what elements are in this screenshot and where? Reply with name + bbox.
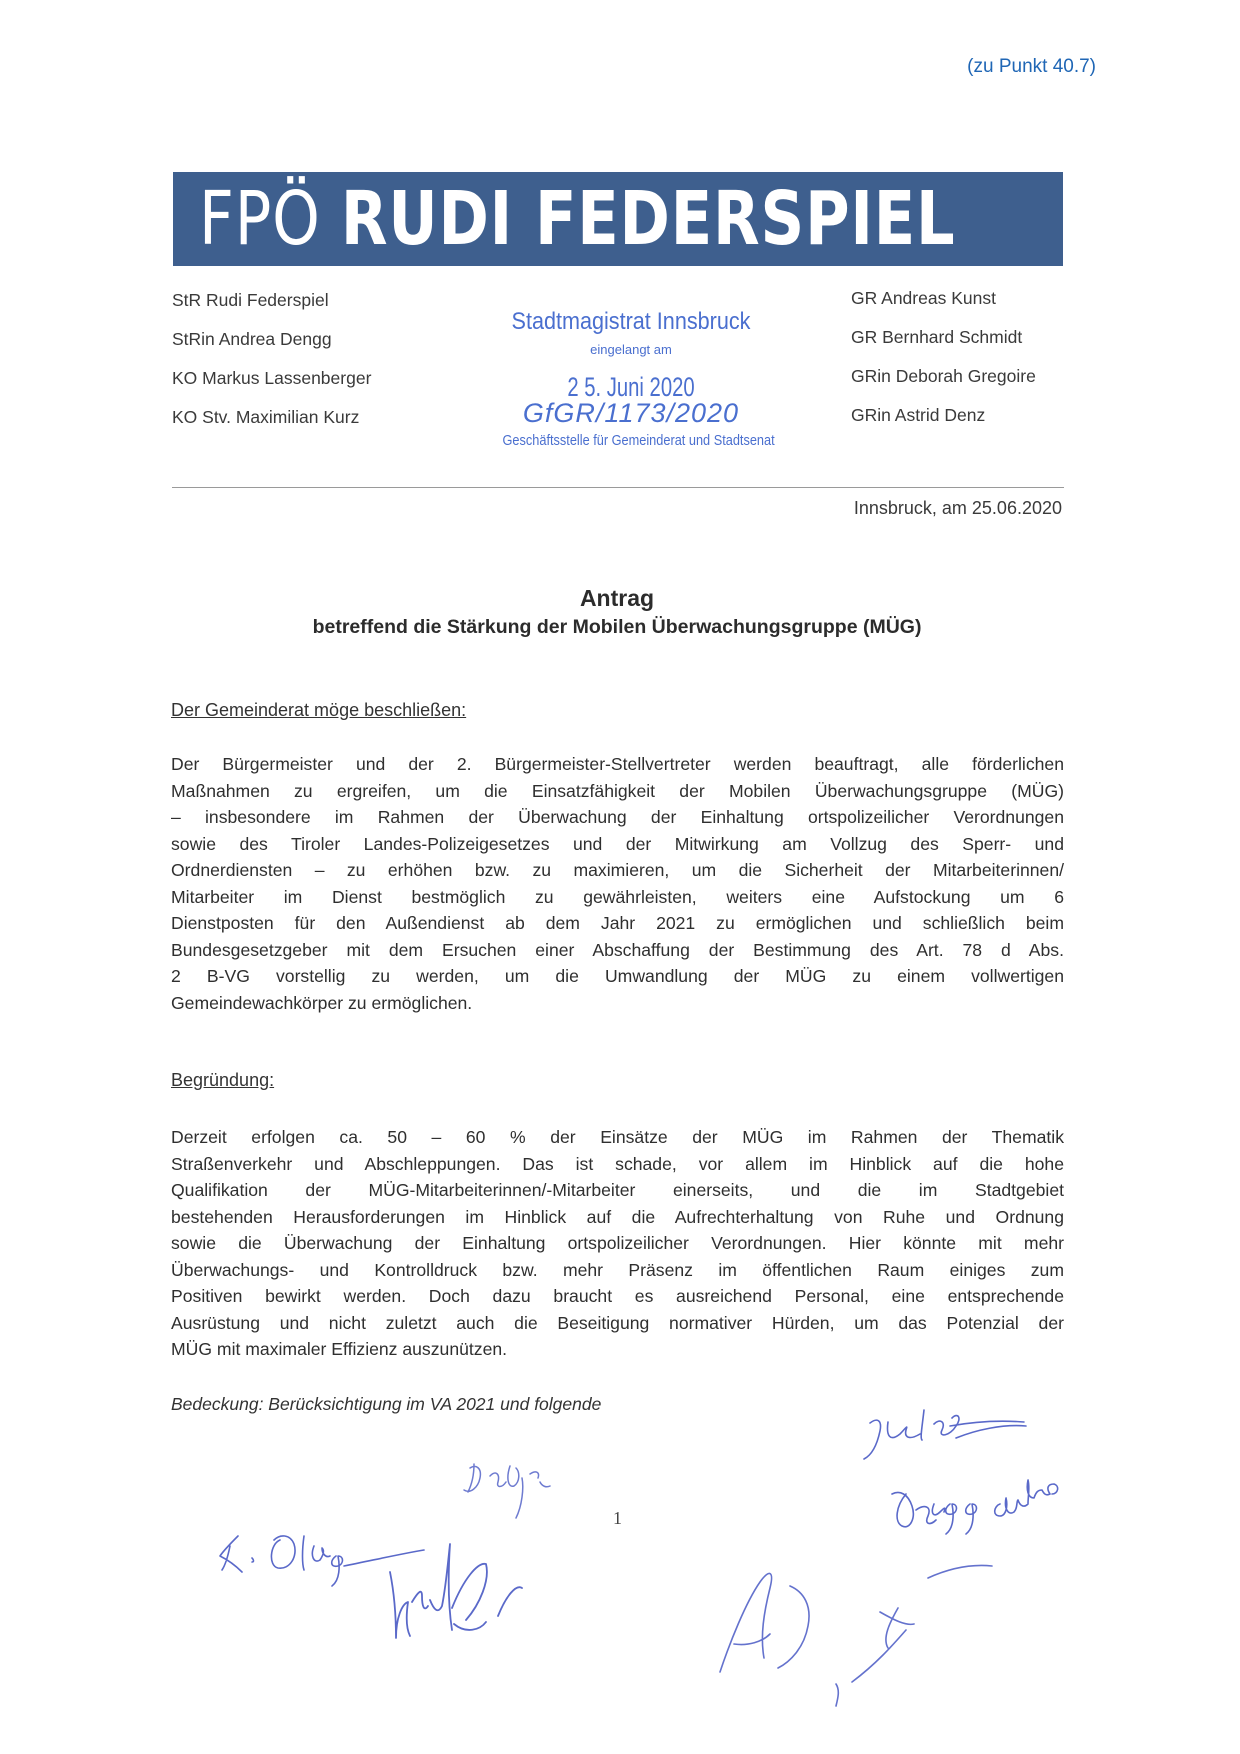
paragraph-line: Dienstposten für den Außendienst ab dem Jahr 2021 zu ermöglichen und schließlich beim xyxy=(171,913,1064,933)
coverage-note: Bedeckung: Berücksichtigung im VA 2021 und folgende xyxy=(171,1394,602,1414)
signature-stroke xyxy=(464,1464,550,1518)
member-entry: StR Rudi Federspiel xyxy=(172,290,329,310)
signature-stroke xyxy=(892,1480,1058,1534)
paragraph-line: bestehenden Herausforderungen im Hinblick auf die Aufrechterhaltung von Ruhe und Ordnung xyxy=(171,1206,1064,1227)
politician-name: RUDI FEDERSPIEL xyxy=(340,176,956,262)
paragraph-line: 2 B-VG vorstellig zu werden, um die Umwandlung der MÜG zu einem vollwertigen xyxy=(171,966,1064,986)
paragraph-line: sowie die Überwachung der Einhaltung ortspolizeilicher Verordnungen. Hier könnte mit mehr xyxy=(171,1233,1064,1253)
receipt-stamp xyxy=(486,308,786,458)
stamp-reference: GfGR/1173/2020 xyxy=(522,398,740,428)
paragraph-line: Derzeit erfolgen ca. 50 – 60 % der Einsätze der MÜG im Rahmen der Thematik xyxy=(171,1127,1064,1147)
signatures xyxy=(0,1380,1240,1754)
stamp-date: 2 5. Juni 2020 xyxy=(567,372,695,402)
signature-stroke xyxy=(390,1544,522,1638)
paragraph-line: Ordnerdiensten – zu erhöhen bzw. zu maximieren, um die Sicherheit der Mitarbeiterinnen/ xyxy=(171,860,1064,880)
signature-stroke xyxy=(220,1536,424,1586)
paragraph-line: sowie des Tiroler Landes-Polizeigesetzes und der Mitwirkung am Vollzug des Sperr- und xyxy=(171,833,1064,854)
stamp-received-label: eingelangt am xyxy=(590,342,672,357)
reason-heading: Begründung: xyxy=(171,1070,275,1090)
member-entry: GR Andreas Kunst xyxy=(851,288,996,308)
stamp-office: Stadtmagistrat Innsbruck xyxy=(511,308,751,335)
stamp-department: Geschäftsstelle für Gemeinderat und Stadtsenat xyxy=(502,432,775,449)
member-entry: GRin Deborah Gregoire xyxy=(851,366,1036,386)
paragraph-line: Gemeindewachkörper zu ermöglichen. xyxy=(171,992,473,1013)
letterhead-banner xyxy=(173,172,1063,266)
document-subtitle: betreffend die Stärkung der Mobilen Überwachungsgruppe (MÜG) xyxy=(312,616,922,638)
paragraph-line: Positiven bewirkt werden. Doch dazu braucht es ausreichend Personal, eine entsprechende xyxy=(171,1286,1064,1306)
motion-heading: Der Gemeinderat möge beschließen: xyxy=(171,700,467,720)
reason-paragraph xyxy=(171,1124,1064,1363)
place-date: Innsbruck, am 25.06.2020 xyxy=(853,498,1062,518)
paragraph-line: Mitarbeiter im Dienst bestmöglich zu gewährleisten, weiters eine Aufstockung um 6 xyxy=(171,886,1064,907)
member-entry: GRin Astrid Denz xyxy=(851,405,986,425)
member-entry: GR Bernhard Schmidt xyxy=(851,327,1023,347)
page-number: 1 xyxy=(613,1508,622,1528)
member-entry: KO Stv. Maximilian Kurz xyxy=(172,407,360,427)
signature-stroke xyxy=(836,1566,992,1707)
paragraph-line: Überwachungs- und Kontrolldruck bzw. mehr Präsenz im öffentlichen Raum einiges zum xyxy=(171,1259,1064,1280)
paragraph-line: Maßnahmen zu ergreifen, um die Einsatzfähigkeit der Mobilen Überwachungsgruppe (MÜG) xyxy=(171,780,1064,801)
signature-stroke xyxy=(720,1573,809,1672)
paragraph-line: Der Bürgermeister und der 2. Bürgermeister-Stellvertreter werden beauftragt, alle förderlichen xyxy=(171,754,1064,774)
paragraph-line: Straßenverkehr und Abschleppungen. Das ist schade, vor allem im Hinblick auf die hohe xyxy=(171,1153,1064,1174)
letterhead-title xyxy=(199,173,956,265)
header-divider xyxy=(172,487,1064,488)
document-title: Antrag xyxy=(579,585,655,611)
paragraph-line: Ausrüstung und nicht zuletzt auch die Beseitigung normativer Hürden, um das Potenzial der xyxy=(171,1312,1064,1333)
party-name: FPÖ xyxy=(199,176,321,262)
signature-stroke xyxy=(864,1410,1026,1459)
paragraph-line: – insbesondere im Rahmen der Überwachung der Einhaltung ortspolizeilicher Verordnungen xyxy=(171,807,1064,827)
paragraph-line: Qualifikation der MÜG-Mitarbeiterinnen/-Mitarbeiter einerseits, und die im Stadtgebiet xyxy=(171,1180,1064,1200)
member-entry: KO Markus Lassenberger xyxy=(172,368,372,388)
paragraph-line: Bundesgesetzgeber mit dem Ersuchen einer Abschaffung der Bestimmung des Art. 78 d Abs. xyxy=(171,939,1064,960)
motion-paragraph xyxy=(171,751,1064,1016)
agenda-item-note: (zu Punkt 40.7) xyxy=(967,56,1096,77)
paragraph-line: MÜG mit maximaler Effizienz auszunützen. xyxy=(171,1339,508,1359)
member-entry: StRin Andrea Dengg xyxy=(172,329,332,349)
